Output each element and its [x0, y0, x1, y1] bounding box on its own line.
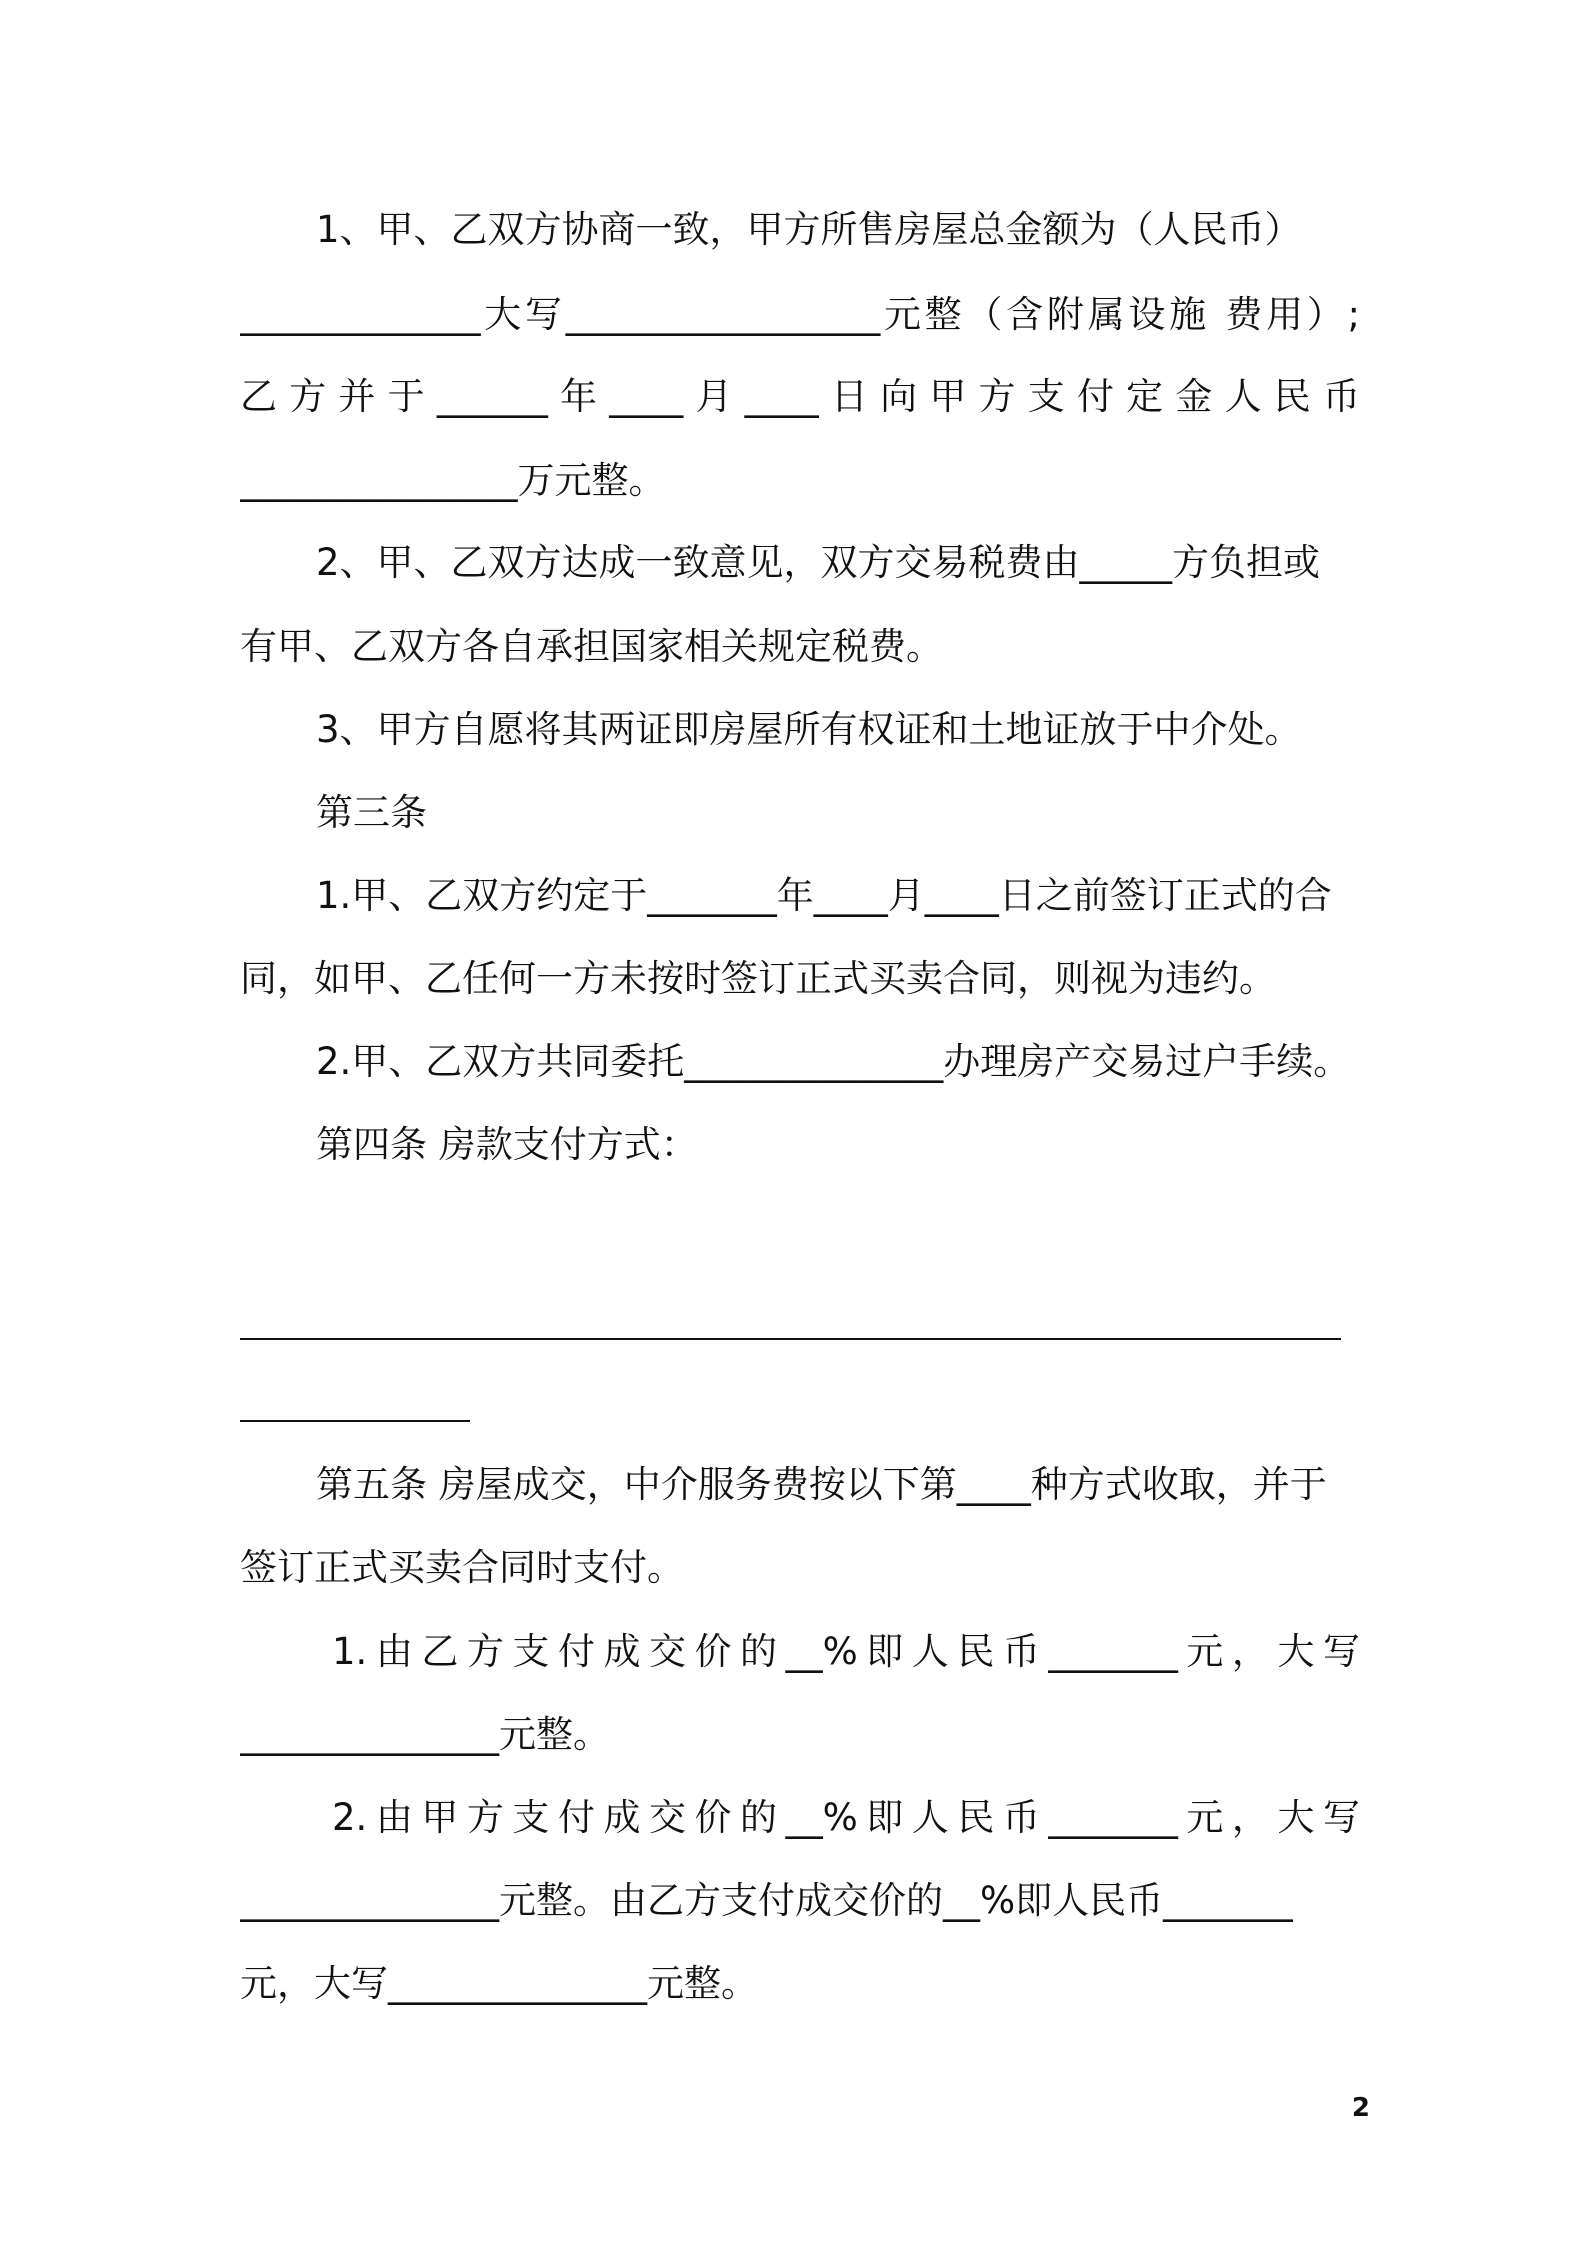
- article-3-item-1-line-2: 同，如甲、乙任何一方未按时签订正式买卖合同，则视为违约。: [240, 957, 1276, 1000]
- article-4-heading: 第四条 房款支付方式：: [316, 1123, 698, 1166]
- payment-method-blank-line-2: [240, 1420, 470, 1422]
- article-5-option-1-line-2: ______________元整。: [240, 1713, 610, 1756]
- clause-1-line-4: _______________万元整。: [240, 459, 666, 502]
- clause-2-line-1: 2、甲、乙双方达成一致意见，双方交易税费由_____方负担或: [316, 541, 1321, 584]
- clause-1-line-2: _____________大写_________________元整（含附属设施 费用）;: [240, 293, 1360, 336]
- article-3-item-1-line-1: 1.甲、乙双方约定于_______年____月____日之前签订正式的合: [316, 874, 1332, 917]
- article-5-option-2-line-1: 2.由甲方支付成交价的__%即人民币_______元，大写: [332, 1796, 1360, 1839]
- article-5-option-2-line-3: 元，大写______________元整。: [240, 1962, 758, 2005]
- article-5-line-2: 签订正式买卖合同时支付。: [240, 1546, 684, 1589]
- article-3-heading: 第三条: [316, 791, 427, 834]
- clause-1-line-1: 1、甲、乙双方协商一致，甲方所售房屋总金额为（人民币）: [316, 208, 1302, 251]
- article-3-item-2: 2.甲、乙双方共同委托______________办理房产交易过户手续。: [316, 1040, 1351, 1083]
- article-5-option-2-line-2: ______________元整。由乙方支付成交价的__%即人民币_______: [240, 1879, 1293, 1922]
- clause-1-line-3: 乙方并于______年____月____日向甲方支付定金人民币: [240, 375, 1360, 418]
- clause-3-line-1: 3、甲方自愿将其两证即房屋所有权证和土地证放于中介处。: [316, 708, 1302, 751]
- clause-2-line-2: 有甲、乙双方各自承担国家相关规定税费。: [240, 625, 943, 668]
- article-5-option-1-line-1: 1.由乙方支付成交价的__%即人民币_______元，大写: [332, 1630, 1360, 1673]
- payment-method-blank-line-1: [240, 1338, 1341, 1340]
- article-5-line-1: 第五条 房屋成交，中介服务费按以下第____种方式收取，并于: [316, 1463, 1327, 1506]
- page-number: 2: [1351, 2093, 1370, 2123]
